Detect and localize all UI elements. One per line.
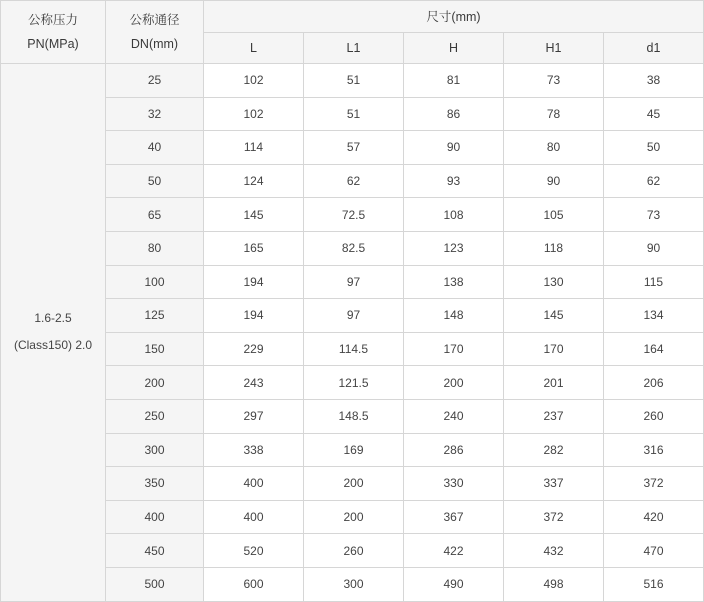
cell-H: 90 [404, 131, 504, 165]
cell-L1: 200 [304, 467, 404, 501]
cell-d1: 62 [604, 164, 704, 198]
table-row [1, 567, 704, 601]
cell-H: 286 [404, 433, 504, 467]
table-row [1, 467, 704, 501]
cell-dn: 450 [106, 534, 204, 568]
cell-H: 93 [404, 164, 504, 198]
cell-L: 229 [204, 332, 304, 366]
cell-H: 422 [404, 534, 504, 568]
cell-L: 400 [204, 500, 304, 534]
cell-H: 81 [404, 64, 504, 98]
cell-H1: 432 [504, 534, 604, 568]
table-row [1, 198, 704, 232]
cell-L: 297 [204, 399, 304, 433]
column-header-L1: L1 [304, 32, 404, 64]
cell-L: 194 [204, 265, 304, 299]
table-row [1, 534, 704, 568]
cell-dn: 200 [106, 366, 204, 400]
column-header-d1: d1 [604, 32, 704, 64]
nominal-pressure-value-line1: 1.6-2.5 [34, 310, 72, 325]
cell-dn: 50 [106, 164, 204, 198]
cell-dn: 100 [106, 265, 204, 299]
cell-H: 330 [404, 467, 504, 501]
table-row [1, 399, 704, 433]
cell-dn: 400 [106, 500, 204, 534]
cell-L: 400 [204, 467, 304, 501]
cell-L1: 114.5 [304, 332, 404, 366]
cell-L: 124 [204, 164, 304, 198]
cell-H1: 145 [504, 299, 604, 333]
cell-H: 170 [404, 332, 504, 366]
cell-L1: 97 [304, 299, 404, 333]
cell-L: 520 [204, 534, 304, 568]
cell-H: 490 [404, 567, 504, 601]
table-row [1, 231, 704, 265]
cell-L1: 62 [304, 164, 404, 198]
cell-H: 367 [404, 500, 504, 534]
table-row [1, 500, 704, 534]
cell-H: 148 [404, 299, 504, 333]
cell-L1: 72.5 [304, 198, 404, 232]
cell-L: 145 [204, 198, 304, 232]
cell-dn: 65 [106, 198, 204, 232]
cell-L1: 97 [304, 265, 404, 299]
cell-d1: 115 [604, 265, 704, 299]
cell-dn: 500 [106, 567, 204, 601]
cell-L: 194 [204, 299, 304, 333]
cell-d1: 420 [604, 500, 704, 534]
cell-dn: 32 [106, 97, 204, 131]
table-row [1, 131, 704, 165]
cell-d1: 164 [604, 332, 704, 366]
table-row [1, 97, 704, 131]
cell-H1: 105 [504, 198, 604, 232]
cell-dn: 25 [106, 64, 204, 98]
cell-d1: 50 [604, 131, 704, 165]
column-header-L: L [204, 32, 304, 64]
cell-dn: 300 [106, 433, 204, 467]
cell-H: 86 [404, 97, 504, 131]
cell-L: 102 [204, 64, 304, 98]
cell-L1: 57 [304, 131, 404, 165]
cell-H: 200 [404, 366, 504, 400]
cell-dn: 150 [106, 332, 204, 366]
cell-d1: 260 [604, 399, 704, 433]
cell-L1: 300 [304, 567, 404, 601]
cell-d1: 470 [604, 534, 704, 568]
cell-H1: 80 [504, 131, 604, 165]
nominal-pressure-label-line2: PN(MPa) [27, 37, 79, 51]
column-header-dimensions-group: 尺寸(mm) [204, 1, 704, 33]
table-row [1, 164, 704, 198]
cell-H1: 118 [504, 231, 604, 265]
table-row [1, 332, 704, 366]
cell-H1: 130 [504, 265, 604, 299]
cell-L1: 148.5 [304, 399, 404, 433]
cell-H1: 73 [504, 64, 604, 98]
cell-L1: 51 [304, 97, 404, 131]
table-row [1, 433, 704, 467]
table-row [1, 366, 704, 400]
cell-L1: 260 [304, 534, 404, 568]
cell-L: 338 [204, 433, 304, 467]
cell-L1: 169 [304, 433, 404, 467]
cell-d1: 206 [604, 366, 704, 400]
cell-H1: 170 [504, 332, 604, 366]
column-header-H: H [404, 32, 504, 64]
table-row [1, 265, 704, 299]
cell-dn: 250 [106, 399, 204, 433]
cell-L: 102 [204, 97, 304, 131]
nominal-pressure-label-line1: 公称压力 [27, 12, 78, 27]
cell-d1: 45 [604, 97, 704, 131]
cell-L1: 51 [304, 64, 404, 98]
column-header-nominal-pressure [1, 1, 106, 64]
cell-H1: 201 [504, 366, 604, 400]
nominal-diameter-label-line1: 公称通径 [129, 12, 180, 27]
cell-H1: 78 [504, 97, 604, 131]
cell-H: 123 [404, 231, 504, 265]
cell-d1: 316 [604, 433, 704, 467]
cell-H1: 90 [504, 164, 604, 198]
cell-d1: 90 [604, 231, 704, 265]
cell-H1: 337 [504, 467, 604, 501]
nominal-pressure-value-line2: (Class150) 2.0 [13, 338, 93, 353]
table-row [1, 64, 704, 98]
cell-L1: 121.5 [304, 366, 404, 400]
cell-dn: 80 [106, 231, 204, 265]
column-header-nominal-diameter [106, 1, 204, 64]
cell-dn: 125 [106, 299, 204, 333]
column-header-H1: H1 [504, 32, 604, 64]
cell-H1: 372 [504, 500, 604, 534]
cell-d1: 372 [604, 467, 704, 501]
table-body [1, 64, 704, 602]
cell-d1: 73 [604, 198, 704, 232]
cell-d1: 38 [604, 64, 704, 98]
table-row [1, 299, 704, 333]
cell-H1: 498 [504, 567, 604, 601]
cell-dn: 40 [106, 131, 204, 165]
nominal-pressure-value [1, 64, 106, 602]
cell-H: 138 [404, 265, 504, 299]
table-header [1, 1, 704, 64]
nominal-diameter-label-line2: DN(mm) [130, 37, 179, 51]
cell-L: 600 [204, 567, 304, 601]
table-header-row-1 [1, 1, 704, 33]
cell-L: 165 [204, 231, 304, 265]
cell-H: 108 [404, 198, 504, 232]
cell-L1: 82.5 [304, 231, 404, 265]
cell-H: 240 [404, 399, 504, 433]
cell-L: 114 [204, 131, 304, 165]
cell-d1: 134 [604, 299, 704, 333]
cell-d1: 516 [604, 567, 704, 601]
cell-L1: 200 [304, 500, 404, 534]
cell-H1: 237 [504, 399, 604, 433]
cell-H1: 282 [504, 433, 604, 467]
cell-dn: 350 [106, 467, 204, 501]
cell-L: 243 [204, 366, 304, 400]
